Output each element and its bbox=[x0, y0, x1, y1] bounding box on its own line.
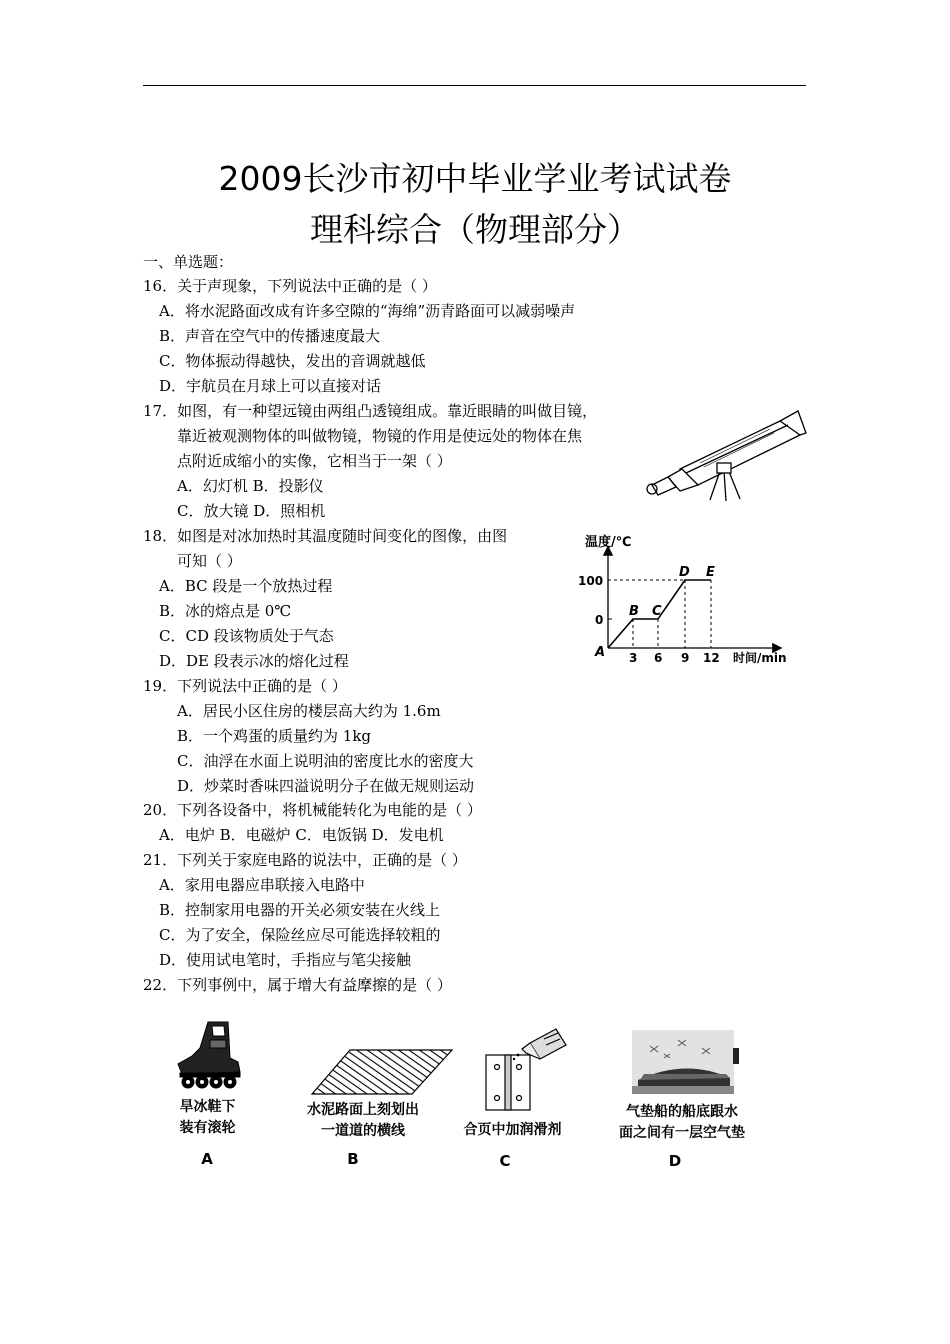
section-heading: 一、单选题： bbox=[143, 253, 234, 271]
figure-b-caption-line1: 水泥路面上刻划出 bbox=[307, 1102, 419, 1118]
q18-stem-line1: 18．如图是对冰加热时其温度随时间变化的图像，由图 bbox=[143, 527, 508, 545]
q17-stem-line1: 17．如图，有一种望远镜由两组凸透镜组成。靠近眼睛的叫做目镜， bbox=[143, 402, 598, 420]
telescope-figure bbox=[640, 405, 810, 505]
figure-b-letter: B bbox=[347, 1150, 359, 1168]
figure-d-caption-line1: 气垫船的船底跟水 bbox=[626, 1104, 738, 1120]
xtick-9: 9 bbox=[681, 651, 690, 665]
xtick-3: 3 bbox=[629, 651, 638, 665]
xtick-6: 6 bbox=[654, 651, 663, 665]
q17-options-cd: C．放大镜 D．照相机 bbox=[177, 502, 326, 520]
hinge-lubricant-figure bbox=[478, 1025, 573, 1115]
ytick-100: 100 bbox=[578, 574, 604, 588]
q16-option-d: D．宇航员在月球上可以直接对话 bbox=[159, 377, 382, 395]
q16-option-a: A．将水泥路面改成有许多空隙的“海绵”沥青路面可以减弱噪声 bbox=[159, 302, 576, 320]
figure-b-caption bbox=[278, 1100, 448, 1142]
q21-option-d: D．使用试电笔时，手指应与笔尖接触 bbox=[159, 951, 412, 969]
xtick-12: 12 bbox=[703, 651, 720, 665]
page-title: 2009长沙市初中毕业学业考试试卷 bbox=[218, 159, 732, 198]
page-subtitle: 理科综合（物理部分） bbox=[310, 210, 640, 249]
figure-c-letter: C bbox=[499, 1152, 511, 1170]
point-d: D bbox=[679, 565, 690, 580]
point-e: E bbox=[706, 565, 715, 580]
figure-c-caption-line1: 合页中加润滑剂 bbox=[463, 1122, 562, 1138]
figure-c-caption bbox=[445, 1120, 580, 1141]
q18-option-b: B．冰的熔点是 0℃ bbox=[159, 602, 292, 620]
figure-a-caption-line2: 装有滚轮 bbox=[179, 1120, 236, 1136]
q21-option-b: B．控制家用电器的开关必须安装在火线上 bbox=[159, 901, 441, 919]
figure-a-caption-line1: 旱冰鞋下 bbox=[179, 1099, 236, 1115]
q20-stem: 20．下列各设备中，将机械能转化为电能的是（ ） bbox=[143, 801, 482, 819]
q18-option-c: C．CD 段该物质处于气态 bbox=[159, 627, 334, 645]
q17-stem-line2: 靠近被观测物体的叫做物镜，物镜的作用是使远处的物体在焦 bbox=[177, 427, 583, 445]
figure-a-caption bbox=[160, 1097, 255, 1139]
q17-options-ab: A．幻灯机 B．投影仪 bbox=[177, 477, 324, 495]
graph-xlabel: 时间/min bbox=[733, 651, 787, 665]
q22-stem: 22．下列事例中，属于增大有益摩擦的是（ ） bbox=[143, 976, 452, 994]
q16-option-c: C．物体振动得越快，发出的音调就越低 bbox=[159, 352, 426, 370]
q21-stem: 21．下列关于家庭电路的说法中，正确的是（ ） bbox=[143, 851, 467, 869]
figure-d-letter: D bbox=[668, 1152, 682, 1170]
q19-option-d: D．炒菜时香味四溢说明分子在做无规则运动 bbox=[177, 777, 475, 795]
q16-stem: 16．关于声现象，下列说法中正确的是（ ） bbox=[143, 277, 437, 295]
hovercraft-figure bbox=[630, 1028, 745, 1098]
header-rule bbox=[143, 85, 806, 86]
q21-option-c: C．为了安全，保险丝应尽可能选择较粗的 bbox=[159, 926, 441, 944]
q20-options: A．电炉 B．电磁炉 C．电饭锅 D．发电机 bbox=[159, 826, 444, 844]
graph-ylabel: 温度/℃ bbox=[585, 535, 632, 550]
q17-stem-line3: 点附近成缩小的实像，它相当于一架（ ） bbox=[177, 452, 452, 470]
ytick-0: 0 bbox=[595, 613, 604, 627]
q18-stem-line2: 可知（ ） bbox=[177, 552, 242, 570]
q16-option-b: B．声音在空气中的传播速度最大 bbox=[159, 327, 381, 345]
point-c: C bbox=[652, 604, 662, 619]
q18-option-a: A．BC 段是一个放热过程 bbox=[159, 577, 333, 595]
q21-option-a: A．家用电器应串联接入电路中 bbox=[159, 876, 365, 894]
point-b: B bbox=[629, 604, 639, 619]
q19-option-a: A．居民小区住房的楼层高大约为 1.6m bbox=[177, 702, 441, 720]
figure-b-caption-line2: 一道道的横线 bbox=[321, 1123, 405, 1139]
figure-d-caption-line2: 面之间有一层空气垫 bbox=[619, 1125, 745, 1141]
temperature-time-graph bbox=[575, 530, 805, 670]
q19-option-b: B．一个鸡蛋的质量约为 1kg bbox=[177, 727, 372, 745]
point-a: A bbox=[595, 645, 606, 660]
striped-road-figure bbox=[290, 1048, 455, 1098]
roller-skate-figure bbox=[170, 1018, 245, 1090]
figure-d-caption bbox=[602, 1102, 762, 1144]
q18-option-d: D．DE 段表示冰的熔化过程 bbox=[159, 652, 349, 670]
q19-option-c: C．油浮在水面上说明油的密度比水的密度大 bbox=[177, 752, 474, 770]
figure-a-letter: A bbox=[201, 1150, 213, 1168]
q19-stem: 19．下列说法中正确的是（ ） bbox=[143, 677, 347, 695]
